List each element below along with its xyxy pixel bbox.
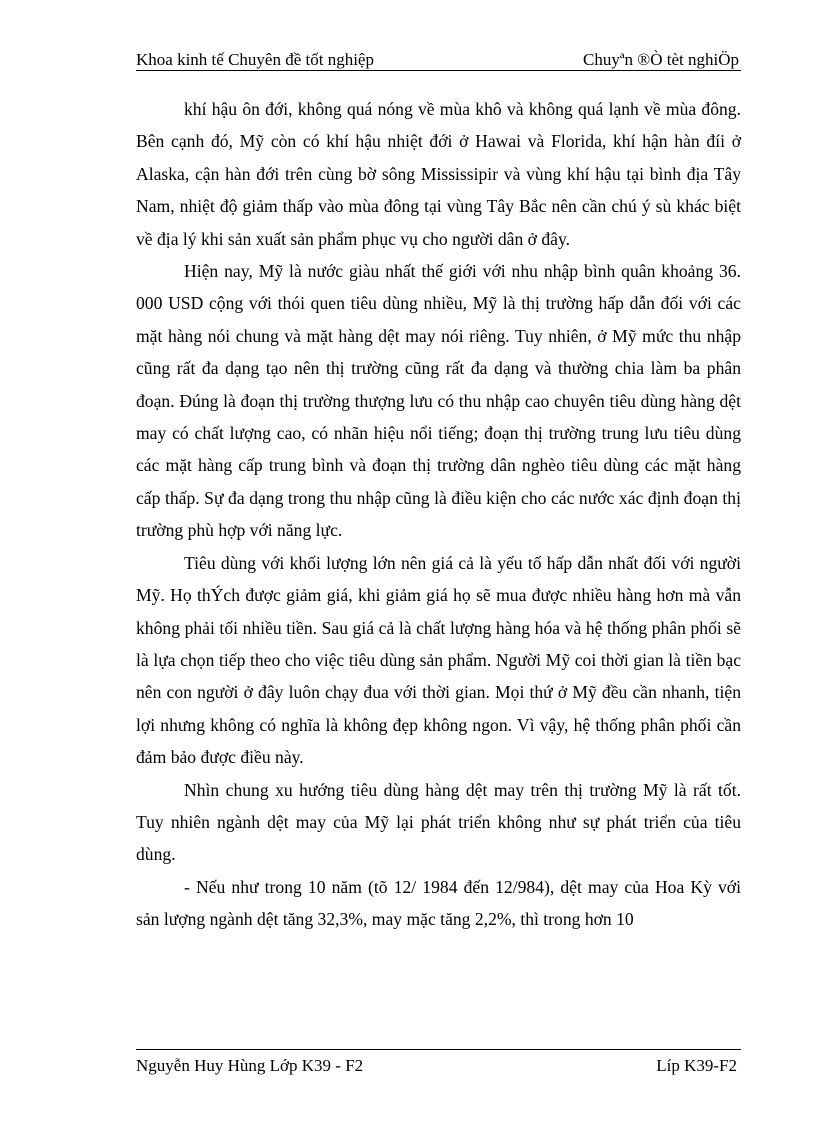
page-footer	[136, 1049, 741, 1080]
page-header	[136, 48, 741, 71]
paragraph-trend: Nhìn chung xu hướng tiêu dùng hàng dệt may trên thị trường Mỹ là rất tốt. Tuy nhiên ngành dệt may của Mỹ lại phát triển không như sự phát triển của tiêu dùng.	[136, 779, 741, 865]
paragraph-income: Hiện nay, Mỹ là nước giàu nhất thế giới với nhu nhập bình quân khoảng 36. 000 USD cộng với thói quen tiêu dùng nhiều, Mỹ là thị trường hấp dẫn đối với các mặt hàng nói chung và mặt hàng dệt may nói riêng. Tuy nhiên, ở Mỹ mức thu nhập cũng rất đa dạng tạo nên thị trường cũng rất đa dạng và thường chia làm ba phân đoạn. Đúng là đoạn thị trường thượng lưu có thu nhập cao chuyên tiêu dùng hàng dệt may có chất lượng cao, có nhãn hiệu nổi tiếng; đoạn thị trường trung lưu tiêu dùng các mặt hàng cấp trung bình và đoạn thị trường dân nghèo tiêu dùng các mặt hàng cấp thấp. Sự đa dạng trong thu nhập cũng là điều kiện cho các nước xác định đoạn thị trường phù hợp với năng lực.	[136, 261, 741, 541]
paragraph-price: Tiêu dùng với khối lượng lớn nên giá cả là yếu tố hấp dẫn nhất đối với người Mỹ. Họ thÝch được giảm giá, khi giảm giá họ sẽ mua được nhiều hàng hơn mà vẫn không phải tối nhiều tiền. Sau giá cả là chất lượng hàng hóa và hệ thống phân phối sẽ là lựa chọn tiếp theo cho việc tiêu dùng sản phẩm. Người Mỹ coi thời gian là tiền bạc nên con người ở đây luôn chạy đua với thời gian. Mọi thứ ở Mỹ đều cần nhanh, tiện lợi nhưng không có nghĩa là không đẹp không ngon. Vì vậy, hệ thống phân phối cần đảm bảo được điều này.	[136, 552, 741, 768]
document-body	[136, 93, 741, 936]
footer-author: Nguyễn Huy Hùng Lớp K39 - F2	[136, 1056, 364, 1075]
header-right-text: Chuyªn ®Ò tèt nghiÖp	[583, 50, 739, 69]
paragraph-output: - Nếu như trong 10 năm (tõ 12/ 1984 đến 12/984), dệt may của Hoa Kỳ với sản lượng ngành dệt tăng 32,3%, may mặc tăng 2,2%, thì trong hơn 10	[136, 876, 741, 930]
footer-class: Líp K39-F2	[656, 1056, 737, 1075]
paragraph-climate: khí hậu ôn đới, không quá nóng về mùa khô và không quá lạnh về mùa đông. Bên cạnh đó, Mỹ còn có khí hậu nhiệt đới ở Hawai và Florida, khí hận hàn đíi ở Alaska, cận hàn đới trên cùng bờ sông Mississipir và vùng khí hậu tại bình địa Tây Nam, nhiệt độ giảm thấp vào mùa đông tại vùng Tây Bắc nên cần chú ý sù khác biệt về địa lý khi sản xuất sản phẩm phục vụ cho người dân ở đây.	[136, 99, 741, 249]
header-left-text: Khoa kinh tế Chuyên đề tốt nghiệp	[136, 50, 374, 69]
